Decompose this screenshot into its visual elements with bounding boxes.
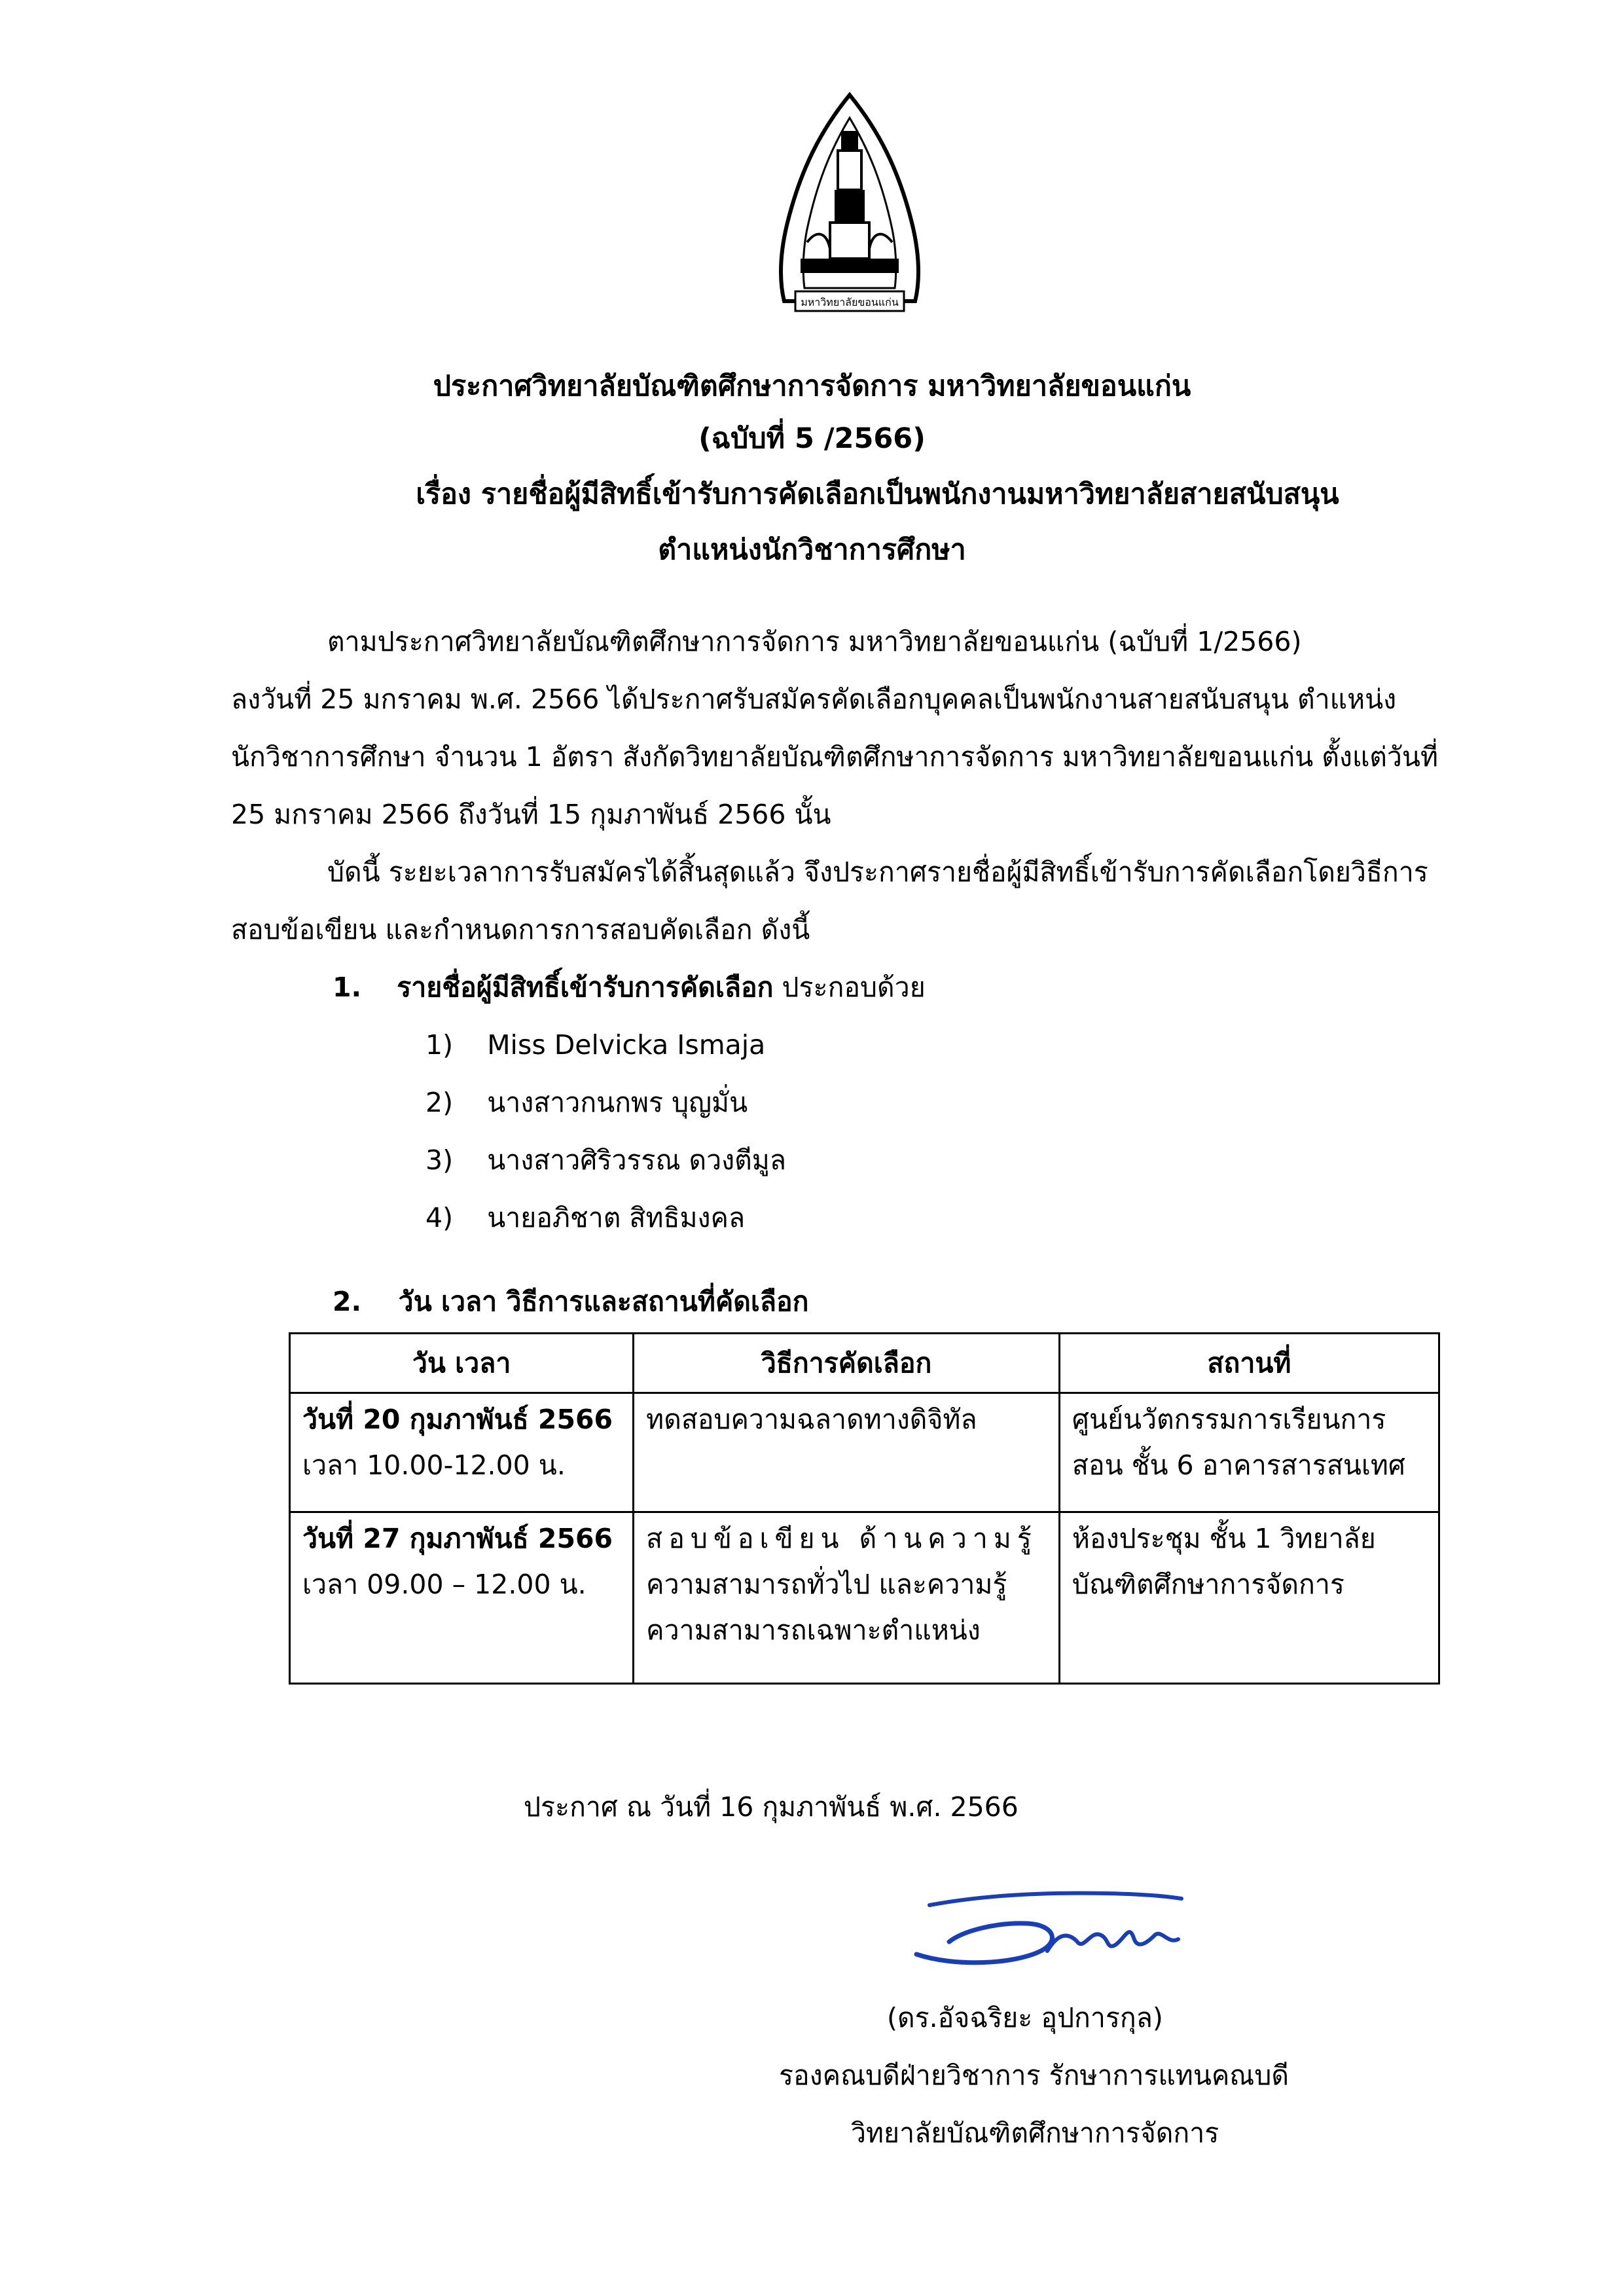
table-header-cell: วัน เวลา [290,1334,634,1393]
announcement-title: ประกาศวิทยาลัยบัณฑิตศึกษาการจัดการ มหาวิทยาลัยขอนแก่น [433,370,1191,403]
announce-date: ประกาศ ณ วันที่ 16 กุมภาพันธ์ พ.ศ. 2566 [524,1791,1019,1823]
candidate-name: Miss Delvicka Ismaja [487,1029,766,1061]
section1-title: รายชื่อผู้มีสิทธิ์เข้ารับการคัดเลือก [397,972,774,1003]
paragraph2-line2: สอบข้อเขียน และกำหนดการการสอบคัดเลือก ดังนี้ [231,914,810,945]
section2-title: วัน เวลา วิธีการและสถานที่คัดเลือก [398,1286,809,1317]
table-header-cell: สถานที่ [1059,1334,1439,1393]
candidate-number: 3) [425,1144,454,1176]
candidate-number: 4) [425,1202,454,1233]
candidate-number: 1) [425,1029,454,1061]
announcement-position: ตำแหน่งนักวิชาการศึกษา [658,534,966,566]
announcement-subject: เรื่อง รายชื่อผู้มีสิทธิ์เข้ารับการคัดเลือกเป็นพนักงานมหาวิทยาลัยสายสนับสนุน [416,478,1339,511]
table-cell-date: วันที่ 20 กุมภาพันธ์ 2566 เวลา 10.00-12.00 น. [290,1393,634,1512]
section1-suffix: ประกอบด้วย [773,972,926,1003]
section1-number: 1. [333,972,362,1003]
table-row [290,1393,1439,1512]
table-header-cell: วิธีการคัดเลือก [634,1334,1060,1393]
signer-name: (ดร.อัจฉริยะ อุปการกุล) [887,2002,1163,2033]
candidate-number: 2) [425,1087,454,1118]
university-logo [774,92,925,318]
signer-organization: วิทยาลัยบัณฑิตศึกษาการจัดการ [851,2117,1219,2149]
announcement-number: (ฉบับที่ 5 /2566) [698,422,926,455]
table-cell-date: วันที่ 27 กุมภาพันธ์ 2566 เวลา 09.00 – 12.00 น. [290,1512,634,1684]
paragraph1-line2: ลงวันที่ 25 มกราคม พ.ศ. 2566 ได้ประกาศรับสมัครคัดเลือกบุคคลเป็นพนักงานสายสนับสนุน ตำแหน่ง [231,683,1397,715]
candidate-name: นางสาวศิริวรรณ ดวงตีมูล [487,1144,786,1176]
paragraph1-line3: นักวิชาการศึกษา จำนวน 1 อัตรา สังกัดวิทยาลัยบัณฑิตศึกษาการจัดการ มหาวิทยาลัยขอนแก่น ตั้งแต่วันที่ [231,741,1438,773]
section2-heading [333,1282,809,1321]
candidate-item [425,1025,765,1065]
table-cell-method: ทดสอบความฉลาดทางดิจิทัล [634,1393,1060,1512]
table-cell-method: สอบข้อเขียน ด้านความรู้ ความสามารถทั่วไป และความรู้ ความสามารถเฉพาะตำแหน่ง [634,1512,1060,1684]
section2-number: 2. [333,1286,362,1317]
table-cell-place: ห้องประชุม ชั้น 1 วิทยาลัย บัณฑิตศึกษาการจัดการ [1059,1512,1439,1684]
section1-heading [333,968,926,1007]
table-row [290,1512,1439,1684]
logo-caption: มหาวิทยาลัยขอนแก่น [801,296,899,308]
table-cell-place: ศูนย์นวัตกรรมการเรียนการ สอน ชั้น 6 อาคารสารสนเทศ [1059,1393,1439,1512]
signer-title: รองคณบดีฝ่ายวิชาการ รักษาการแทนคณบดี [779,2060,1289,2091]
table-header-row [290,1334,1439,1393]
signature [890,1879,1198,1977]
schedule-table [289,1332,1440,1685]
paragraph1-line1: ตามประกาศวิทยาลัยบัณฑิตศึกษาการจัดการ มหาวิทยาลัยขอนแก่น (ฉบับที่ 1/2566) [327,626,1302,657]
paragraph1-line4: 25 มกราคม 2566 ถึงวันที่ 15 กุมภาพันธ์ 2566 นั้น [231,799,831,830]
paragraph2-line1: บัดนี้ ระยะเวลาการรับสมัครได้สิ้นสุดแล้ว จึงประกาศรายชื่อผู้มีสิทธิ์เข้ารับการคัดเลือกโดยวิธีการ [327,856,1428,888]
candidate-name: นายอภิชาต สิทธิมงคล [487,1202,746,1233]
candidate-item [425,1140,786,1180]
candidate-item [425,1198,745,1237]
candidate-item [425,1083,748,1122]
candidate-name: นางสาวกนกพร บุญมั่น [487,1087,748,1118]
